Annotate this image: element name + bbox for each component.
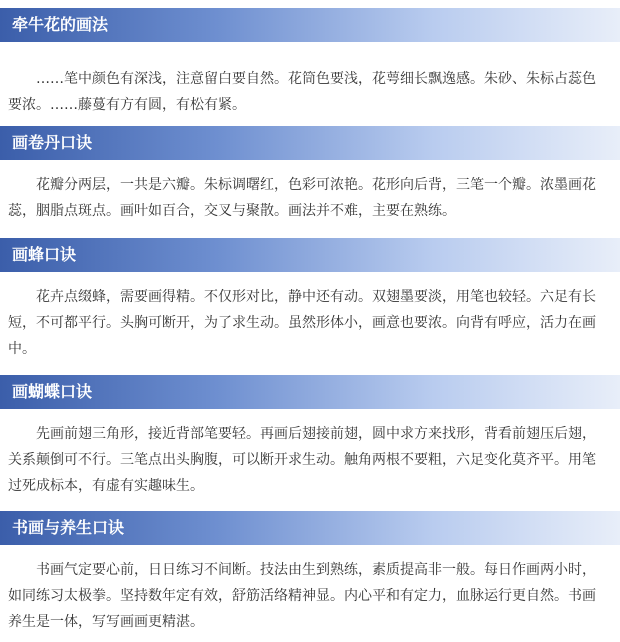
section-heading-bar xyxy=(0,8,620,42)
section-heading-bar xyxy=(0,511,620,545)
section-juandan xyxy=(0,126,620,224)
section-heading: 书画与养生口诀 xyxy=(12,518,125,537)
section-feng xyxy=(0,238,620,362)
section-heading-bar xyxy=(0,375,620,409)
section-body: ……笔中颜色有深浅，注意留白要自然。花筒色要浅，花萼细长飘逸感。朱砂、朱标占蕊色要浓。……藤蔓有方有圆，有松有紧。 xyxy=(8,71,596,113)
section-shuhua-yangsheng xyxy=(0,511,620,635)
section-body: 先画前翅三角形，接近背部笔要轻。再画后翅接前翅，圆中求方来找形，背看前翅压后翅，关系颠倒可不行。三笔点出头胸腹，可以断开求生动。触角两根不要粗，六足变化莫齐平。用笔过死成标本，有虚有实趣味生。 xyxy=(8,426,596,494)
section-heading-bar xyxy=(0,126,620,160)
section-body: 花瓣分两层，一共是六瓣。朱标调曙红，色彩可浓艳。花形向后背，三笔一个瓣。浓墨画花蕊，胭脂点斑点。画叶如百合，交叉与聚散。画法并不难，主要在熟练。 xyxy=(8,177,596,219)
section-heading: 画蝴蝶口诀 xyxy=(12,382,93,401)
section-qianniuhua xyxy=(0,8,620,118)
section-body: 书画气定要心前，日日练习不间断。技法由生到熟练，素质提高非一般。每日作画两小时，如同练习太极拳。坚持数年定有效，舒筋活络精神显。内心平和有定力，血脉运行更自然。书画养生是一体，写写画画更精湛。 xyxy=(8,562,596,630)
section-body: 花卉点缀蜂，需要画得精。不仅形对比，静中还有动。双翅墨要淡，用笔也较轻。六足有长短，不可都平行。头胸可断开，为了求生动。虽然形体小，画意也要浓。向背有呼应，活力在画中。 xyxy=(8,289,596,357)
section-heading-bar xyxy=(0,238,620,272)
section-hudie xyxy=(0,375,620,499)
section-heading: 牵牛花的画法 xyxy=(12,15,109,34)
section-heading: 画蜂口诀 xyxy=(12,245,77,264)
section-heading: 画卷丹口诀 xyxy=(12,133,93,152)
